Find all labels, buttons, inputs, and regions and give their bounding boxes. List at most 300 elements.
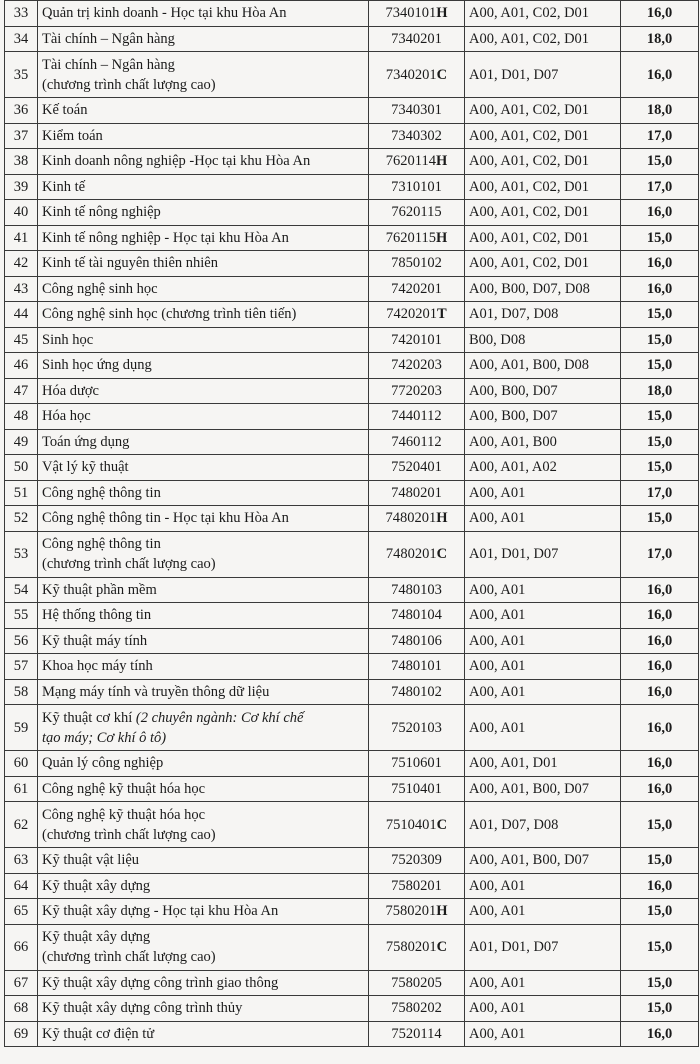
major-name-cell: [38, 899, 369, 925]
row-number: 61: [5, 776, 38, 802]
major-name: Kinh tế nông nghiệp - Học tại khu Hòa An: [42, 229, 289, 246]
table-row: [5, 603, 699, 629]
admission-score: 15,0: [621, 970, 699, 996]
admission-score: 15,0: [621, 149, 699, 175]
major-code: 7580205: [391, 974, 442, 991]
major-name-cell: [38, 970, 369, 996]
major-name-cell: [38, 26, 369, 52]
table-row: [5, 899, 699, 925]
major-code: 7480103: [391, 581, 442, 598]
table-row: [5, 751, 699, 777]
admission-score: 16,0: [621, 873, 699, 899]
subject-combination: A00, A01: [465, 705, 621, 751]
major-name-cell: [38, 924, 369, 970]
admission-score: 15,0: [621, 802, 699, 848]
major-name-cell: [38, 429, 369, 455]
subject-combination: A00, A01: [465, 996, 621, 1022]
subject-combination: A00, A01: [465, 628, 621, 654]
subject-combination: A00, B00, D07: [465, 404, 621, 430]
major-code: 7480102: [391, 683, 442, 700]
major-name-cell: [38, 251, 369, 277]
admission-score: 16,0: [621, 1, 699, 27]
subject-combination: A00, A01, D01: [465, 751, 621, 777]
major-code-cell: [369, 26, 465, 52]
major-code-suffix: C: [436, 816, 448, 833]
major-code: 7340201: [391, 30, 442, 47]
admission-score: 17,0: [621, 123, 699, 149]
major-name: Sinh học: [42, 331, 94, 348]
table-row: [5, 200, 699, 226]
admission-score: 15,0: [621, 302, 699, 328]
table-row: [5, 1021, 699, 1047]
subject-combination: A00, A01, C02, D01: [465, 123, 621, 149]
subject-combination: B00, D08: [465, 327, 621, 353]
major-note: (2 chuyên ngành: Cơ khí chế: [135, 709, 304, 726]
row-number: 60: [5, 751, 38, 777]
admission-score: 16,0: [621, 603, 699, 629]
major-code: 7620115: [391, 204, 442, 221]
major-code-cell: [369, 302, 465, 328]
admission-score: 18,0: [621, 378, 699, 404]
table-row: [5, 276, 699, 302]
row-number: 53: [5, 531, 38, 577]
major-name-cell: [38, 1, 369, 27]
major-name: Công nghệ thông tin - Học tại khu Hòa An: [42, 510, 289, 527]
major-code-cell: [369, 705, 465, 751]
major-name: Kỹ thuật cơ điện tử: [42, 1025, 155, 1042]
major-code: 7340101: [385, 5, 437, 22]
major-code-cell: [369, 751, 465, 777]
row-number: 36: [5, 98, 38, 124]
major-code-cell: [369, 174, 465, 200]
major-name: Kỹ thuật xây dựng: [42, 877, 151, 894]
major-code: 7480101: [391, 658, 442, 675]
major-name-cell: [38, 531, 369, 577]
major-name-cell: [38, 276, 369, 302]
row-number: 50: [5, 455, 38, 481]
admission-score: 15,0: [621, 429, 699, 455]
major-code-cell: [369, 776, 465, 802]
major-name-cell: [38, 52, 369, 98]
table-row: [5, 705, 699, 751]
row-number: 49: [5, 429, 38, 455]
subject-combination: A00, A01: [465, 970, 621, 996]
major-name: Kế toán: [42, 102, 88, 119]
table-row: [5, 1, 699, 27]
major-code: 7510601: [391, 755, 442, 772]
major-name: Kỹ thuật phần mềm: [42, 581, 157, 598]
major-name-cell: [38, 848, 369, 874]
major-name: Khoa học máy tính: [42, 658, 153, 675]
major-code-cell: [369, 98, 465, 124]
admission-score: 17,0: [621, 174, 699, 200]
table-row: [5, 251, 699, 277]
row-number: 51: [5, 480, 38, 506]
major-code-cell: [369, 996, 465, 1022]
admission-score: 16,0: [621, 751, 699, 777]
table-row: [5, 873, 699, 899]
row-number: 39: [5, 174, 38, 200]
table-row: [5, 776, 699, 802]
major-name: Kỹ thuật vật liệu: [42, 852, 140, 869]
major-program-note: (chương trình chất lượng cao): [42, 826, 216, 843]
subject-combination: A00, A01: [465, 1021, 621, 1047]
major-code-cell: [369, 455, 465, 481]
major-name-cell: [38, 378, 369, 404]
major-name-cell: [38, 996, 369, 1022]
subject-combination: A00, A01: [465, 679, 621, 705]
row-number: 58: [5, 679, 38, 705]
subject-combination: A01, D07, D08: [465, 802, 621, 848]
major-code-suffix: C: [436, 546, 448, 562]
major-code-cell: [369, 873, 465, 899]
subject-combination: A00, A01, B00: [465, 429, 621, 455]
subject-combination: A00, A01: [465, 480, 621, 506]
major-code: 7420101: [391, 331, 442, 348]
table-row: [5, 378, 699, 404]
major-name-cell: [38, 603, 369, 629]
row-number: 43: [5, 276, 38, 302]
major-name: Kỹ thuật xây dựng công trình thủy: [42, 1000, 243, 1017]
major-program-note: (chương trình chất lượng cao): [42, 76, 216, 93]
major-code-cell: [369, 52, 465, 98]
table-row: [5, 996, 699, 1022]
major-name-cell: [38, 577, 369, 603]
major-code-cell: [369, 654, 465, 680]
major-name-cell: [38, 776, 369, 802]
major-name-cell: [38, 353, 369, 379]
major-code: 7520401: [391, 459, 442, 476]
subject-combination: A00, A01, C02, D01: [465, 149, 621, 175]
major-name: Kiểm toán: [42, 127, 103, 144]
major-name-cell: [38, 480, 369, 506]
admission-score: 16,0: [621, 628, 699, 654]
major-code-cell: [369, 899, 465, 925]
admission-score: 16,0: [621, 654, 699, 680]
table-row: [5, 123, 699, 149]
major-code-suffix: C: [436, 939, 448, 955]
subject-combination: A00, A01, B00, D07: [465, 776, 621, 802]
major-code-cell: [369, 970, 465, 996]
major-name: Toán ứng dụng: [42, 433, 130, 450]
major-code-cell: [369, 123, 465, 149]
subject-combination: A00, A01, C02, D01: [465, 174, 621, 200]
row-number: 48: [5, 404, 38, 430]
table-row: [5, 149, 699, 175]
major-code-cell: [369, 225, 465, 251]
subject-combination: A01, D01, D07: [465, 531, 621, 577]
admission-score: 15,0: [621, 996, 699, 1022]
major-code: 7850102: [391, 255, 442, 272]
row-number: 37: [5, 123, 38, 149]
subject-combination: A00, A01, C02, D01: [465, 26, 621, 52]
major-code-cell: [369, 848, 465, 874]
subject-combination: A00, A01: [465, 577, 621, 603]
admission-score: 17,0: [621, 531, 699, 577]
major-note: tạo máy; Cơ khí ô tô): [42, 729, 167, 746]
table-row: [5, 924, 699, 970]
row-number: 57: [5, 654, 38, 680]
admission-score: 16,0: [621, 1021, 699, 1047]
major-code: 7480201: [385, 546, 437, 562]
admission-score: 16,0: [621, 52, 699, 98]
table-row: [5, 577, 699, 603]
major-code: 7460112: [391, 433, 442, 450]
major-code: 7580201: [385, 903, 437, 920]
admission-score: 15,0: [621, 455, 699, 481]
major-code: 7440112: [391, 408, 442, 425]
major-code-cell: [369, 506, 465, 532]
row-number: 55: [5, 603, 38, 629]
major-name-cell: [38, 98, 369, 124]
subject-combination: A00, A01: [465, 873, 621, 899]
major-code-cell: [369, 200, 465, 226]
major-name: Kinh tế: [42, 178, 86, 195]
major-code: 7310101: [391, 178, 442, 195]
table-row: [5, 628, 699, 654]
major-code: 7720203: [391, 382, 442, 399]
major-name-cell: [38, 751, 369, 777]
major-name: Vật lý kỹ thuật: [42, 459, 129, 476]
major-name-cell: [38, 174, 369, 200]
admission-score: 18,0: [621, 26, 699, 52]
major-name: Kinh tế nông nghiệp: [42, 204, 161, 221]
row-number: 45: [5, 327, 38, 353]
subject-combination: A00, A01: [465, 899, 621, 925]
major-name-cell: [38, 404, 369, 430]
admission-score: 15,0: [621, 225, 699, 251]
major-code-cell: [369, 480, 465, 506]
major-name-cell: [38, 679, 369, 705]
table-row: [5, 970, 699, 996]
table-row: [5, 480, 699, 506]
subject-combination: A00, A01, C02, D01: [465, 225, 621, 251]
row-number: 52: [5, 506, 38, 532]
major-code: 7480201: [385, 510, 437, 527]
subject-combination: A00, A01, C02, D01: [465, 1, 621, 27]
major-name-cell: [38, 123, 369, 149]
subject-combination: A01, D01, D07: [465, 52, 621, 98]
row-number: 63: [5, 848, 38, 874]
major-name: Quản lý công nghiệp: [42, 755, 164, 772]
major-name: Công nghệ thông tin: [42, 484, 161, 501]
row-number: 40: [5, 200, 38, 226]
major-code-suffix: C: [436, 66, 448, 83]
major-code-cell: [369, 327, 465, 353]
major-name-cell: [38, 455, 369, 481]
major-name: Kinh tế tài nguyên thiên nhiên: [42, 255, 218, 272]
major-name: Hệ thống thông tin: [42, 607, 152, 624]
major-code-cell: [369, 276, 465, 302]
major-name: Kỹ thuật xây dựng công trình giao thông: [42, 974, 279, 991]
table-row: [5, 98, 699, 124]
admission-score: 15,0: [621, 506, 699, 532]
major-code: 7480104: [391, 607, 442, 624]
major-name: Kỹ thuật xây dựng: [42, 929, 151, 945]
row-number: 44: [5, 302, 38, 328]
row-number: 41: [5, 225, 38, 251]
subject-combination: A00, A01, B00, D08: [465, 353, 621, 379]
table-row: [5, 455, 699, 481]
major-name-cell: [38, 628, 369, 654]
admission-score: 15,0: [621, 353, 699, 379]
major-code: 7620114: [385, 153, 436, 170]
admission-score: 16,0: [621, 705, 699, 751]
major-name-cell: [38, 327, 369, 353]
subject-combination: A00, B00, D07, D08: [465, 276, 621, 302]
major-name: Công nghệ kỹ thuật hóa học: [42, 806, 206, 823]
subject-combination: A00, A01: [465, 603, 621, 629]
major-code-cell: [369, 1, 465, 27]
major-code: 7520309: [391, 852, 442, 869]
major-code-cell: [369, 577, 465, 603]
table-row: [5, 353, 699, 379]
subject-combination: A00, A01, C02, D01: [465, 251, 621, 277]
admission-score: 17,0: [621, 480, 699, 506]
table-row: [5, 679, 699, 705]
major-name-cell: [38, 654, 369, 680]
major-code-cell: [369, 251, 465, 277]
major-name-cell: [38, 149, 369, 175]
major-code-cell: [369, 531, 465, 577]
major-name: Kỹ thuật xây dựng - Học tại khu Hòa An: [42, 903, 279, 920]
subject-combination: A00, A01, C02, D01: [465, 200, 621, 226]
major-code-cell: [369, 628, 465, 654]
subject-combination: A00, A01: [465, 506, 621, 532]
major-name: Công nghệ sinh học: [42, 280, 158, 297]
row-number: 34: [5, 26, 38, 52]
major-name: Tài chính – Ngân hàng: [42, 56, 175, 73]
major-program-note: (chương trình chất lượng cao): [42, 949, 216, 965]
major-name: Kỹ thuật máy tính: [42, 632, 148, 649]
major-name-cell: [38, 873, 369, 899]
table-row: [5, 302, 699, 328]
table-row: [5, 327, 699, 353]
row-number: 33: [5, 1, 38, 27]
major-code: 7340302: [391, 127, 442, 144]
row-number: 68: [5, 996, 38, 1022]
major-code-cell: [369, 924, 465, 970]
major-name-cell: [38, 1021, 369, 1047]
major-code-cell: [369, 679, 465, 705]
table-row: [5, 506, 699, 532]
subject-combination: A00, A01, B00, D07: [465, 848, 621, 874]
admission-score: 16,0: [621, 577, 699, 603]
row-number: 64: [5, 873, 38, 899]
row-number: 56: [5, 628, 38, 654]
major-code-cell: [369, 1021, 465, 1047]
major-code: 7510401: [391, 780, 442, 797]
major-code: 7580201: [385, 939, 437, 955]
admission-score: 15,0: [621, 899, 699, 925]
major-code-suffix: H: [435, 229, 448, 246]
row-number: 69: [5, 1021, 38, 1047]
major-code-cell: [369, 404, 465, 430]
admission-score: 16,0: [621, 200, 699, 226]
major-code-cell: [369, 149, 465, 175]
major-name-cell: [38, 506, 369, 532]
row-number: 47: [5, 378, 38, 404]
major-code-cell: [369, 353, 465, 379]
major-name: Kinh doanh nông nghiệp -Học tại khu Hòa An: [42, 153, 311, 170]
major-code: 7520103: [391, 719, 442, 736]
major-name: Quản trị kinh doanh - Học tại khu Hòa An: [42, 5, 287, 22]
major-name-cell: [38, 225, 369, 251]
table-body: [5, 1, 699, 1047]
major-name: Hóa học: [42, 408, 91, 425]
admission-score-table: [4, 0, 699, 1047]
major-name: Sinh học ứng dụng: [42, 357, 152, 374]
major-code: 7580202: [391, 1000, 442, 1017]
major-name-cell: [38, 802, 369, 848]
admission-score: 15,0: [621, 327, 699, 353]
table-row: [5, 429, 699, 455]
subject-combination: A00, A01, C02, D01: [465, 98, 621, 124]
row-number: 46: [5, 353, 38, 379]
table-row: [5, 174, 699, 200]
row-number: 66: [5, 924, 38, 970]
major-name-cell: [38, 302, 369, 328]
row-number: 35: [5, 52, 38, 98]
admission-score: 16,0: [621, 251, 699, 277]
major-name-cell: [38, 200, 369, 226]
major-code: 7420201: [391, 280, 442, 297]
major-code: 7480106: [391, 632, 442, 649]
subject-combination: A00, B00, D07: [465, 378, 621, 404]
major-name: Công nghệ kỹ thuật hóa học: [42, 780, 206, 797]
row-number: 67: [5, 970, 38, 996]
row-number: 54: [5, 577, 38, 603]
row-number: 62: [5, 802, 38, 848]
major-code: 7340201: [385, 66, 437, 83]
major-code-suffix: H: [436, 510, 448, 527]
table-row: [5, 404, 699, 430]
major-name: Công nghệ thông tin: [42, 536, 161, 552]
subject-combination: A01, D07, D08: [465, 302, 621, 328]
table-row: [5, 848, 699, 874]
table-row: [5, 26, 699, 52]
major-code-suffix: H: [436, 5, 448, 22]
row-number: 42: [5, 251, 38, 277]
row-number: 59: [5, 705, 38, 751]
admission-score: 16,0: [621, 276, 699, 302]
major-code-cell: [369, 429, 465, 455]
admission-score: 15,0: [621, 404, 699, 430]
table-row: [5, 225, 699, 251]
major-name: Hóa dược: [42, 382, 99, 399]
table-row: [5, 654, 699, 680]
major-name: Kỹ thuật cơ khí: [42, 709, 133, 726]
table-row: [5, 52, 699, 98]
subject-combination: A01, D01, D07: [465, 924, 621, 970]
admission-score: 15,0: [621, 924, 699, 970]
admission-score: 16,0: [621, 679, 699, 705]
major-code: 7420201: [386, 306, 438, 323]
major-code-cell: [369, 603, 465, 629]
major-code-cell: [369, 802, 465, 848]
admission-score: 16,0: [621, 776, 699, 802]
major-name: Mạng máy tính và truyền thông dữ liệu: [42, 683, 270, 700]
subject-combination: A00, A01, A02: [465, 455, 621, 481]
admission-score: 18,0: [621, 98, 699, 124]
major-name-cell: [38, 705, 369, 751]
major-code-cell: [369, 378, 465, 404]
major-code: 7420203: [391, 357, 442, 374]
major-code: 7520114: [391, 1025, 442, 1042]
table-row: [5, 802, 699, 848]
major-code: 7620115: [385, 229, 436, 246]
major-code-suffix: H: [435, 153, 448, 170]
